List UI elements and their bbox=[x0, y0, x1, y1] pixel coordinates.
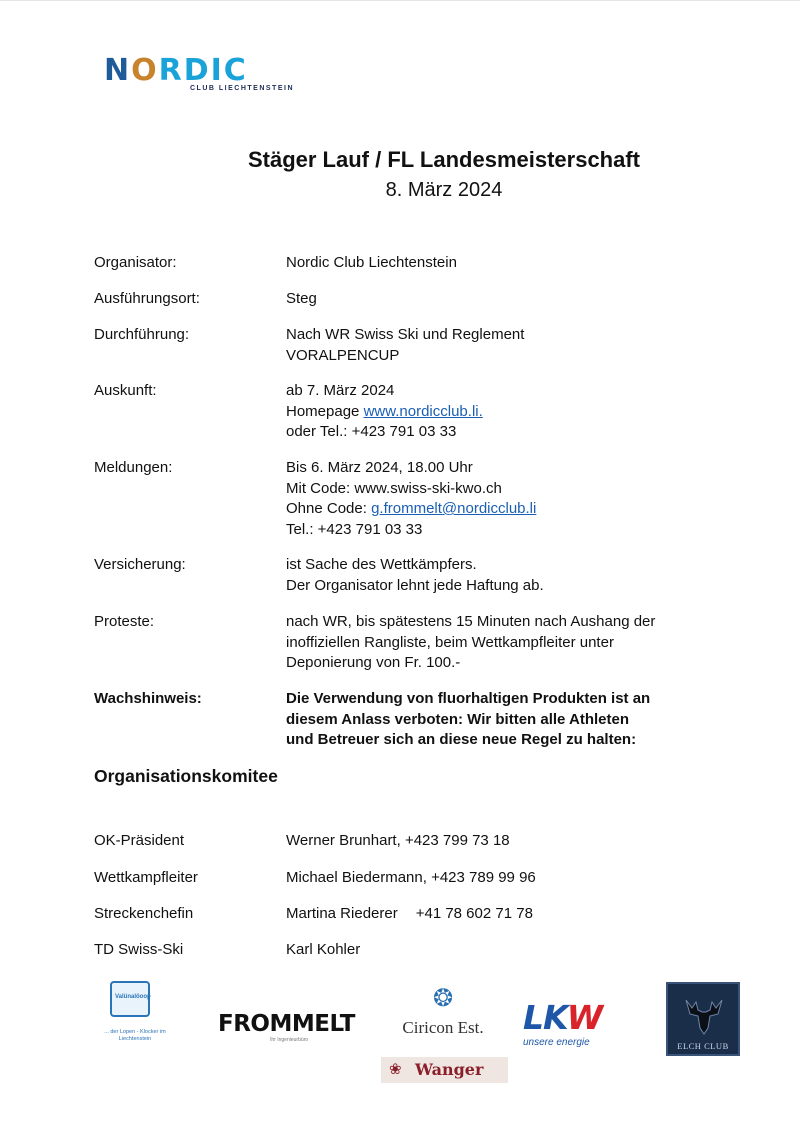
valunaloop-badge: Valünalöoop bbox=[110, 981, 150, 1017]
info-label: Organisator: bbox=[94, 254, 177, 271]
ciricon-logo: ❂ Ciricon Est. bbox=[395, 986, 491, 1038]
frommelt-subline: Ihr Ingenieurbüro bbox=[270, 1037, 309, 1043]
committee-person: Martina Riederer +41 78 602 71 78 bbox=[286, 905, 533, 922]
logo-letter-o: O bbox=[131, 53, 159, 88]
logo-letters-rdic: RDIC bbox=[158, 53, 248, 88]
logo-letter-n: N bbox=[104, 53, 132, 88]
committee-role: OK-Präsident bbox=[94, 832, 185, 849]
info-label: Durchführung: bbox=[94, 326, 190, 343]
wanger-logo: ❀ Wanger bbox=[381, 1057, 508, 1083]
info-label: Versicherung: bbox=[94, 556, 186, 573]
committee-heading: Organisationskomitee bbox=[94, 766, 278, 786]
info-value: Nach WR Swiss Ski und Reglement VORALPENCUP bbox=[286, 326, 525, 364]
rose-icon: ❀ bbox=[389, 1061, 402, 1078]
logo-subtitle: CLUB LIECHTENSTEIN bbox=[190, 85, 294, 92]
valunaloop-logo bbox=[104, 981, 164, 1053]
ciricon-swirl-icon: ❂ bbox=[432, 985, 454, 1012]
info-value: Die Verwendung von fluorhaltigen Produkten ist an diesem Anlass verboten: Wir bitten alle Athleten und Betreuer sich an diese neue Regel zu halten: bbox=[286, 690, 651, 748]
info-value: ab 7. März 2024 Homepage www.nordicclub.li. oder Tel.: +423 791 03 33 bbox=[286, 382, 483, 440]
committee-role: Wettkampfleiter bbox=[94, 869, 198, 886]
info-label: Ausführungsort: bbox=[94, 290, 200, 307]
info-value: Steg bbox=[286, 290, 317, 307]
valunaloop-caption: ... der Lopen - Klocker im Liechtenstein bbox=[104, 1029, 166, 1042]
info-value: Nordic Club Liechtenstein bbox=[286, 254, 457, 271]
info-label: Proteste: bbox=[94, 613, 155, 630]
committee-person: Werner Brunhart, +423 799 73 18 bbox=[286, 832, 510, 849]
frommelt-logo: FROMMELT bbox=[218, 1011, 355, 1037]
elch-club-logo: ELCH CLUB bbox=[666, 982, 740, 1056]
info-label: Wachshinweis: bbox=[94, 690, 202, 707]
committee-role: TD Swiss-Ski bbox=[94, 941, 184, 958]
logo-wordmark bbox=[104, 53, 248, 88]
lkw-tagline: unsere energie bbox=[523, 1037, 590, 1048]
info-label: Meldungen: bbox=[94, 459, 173, 476]
moose-icon bbox=[682, 994, 726, 1038]
info-label: Auskunft: bbox=[94, 382, 157, 399]
homepage-link[interactable]: www.nordicclub.li. bbox=[363, 402, 483, 420]
page-title: Stäger Lauf / FL Landesmeisterschaft bbox=[247, 147, 641, 172]
lkw-logo: LKW unsere energie bbox=[523, 998, 603, 1048]
event-date: 8. März 2024 bbox=[385, 179, 503, 201]
committee-role: Streckenchefin bbox=[94, 905, 194, 922]
nordic-club-logo bbox=[104, 53, 328, 96]
committee-person: Karl Kohler bbox=[286, 941, 361, 958]
committee-person: Michael Biedermann, +423 789 99 96 bbox=[286, 869, 536, 886]
email-link[interactable]: g.frommelt@nordicclub.li bbox=[371, 500, 537, 517]
info-value: nach WR, bis spätestens 15 Minuten nach Aushang der inoffiziellen Rangliste, beim Wettkampfleiter unter Deponierung von Fr. 100.- bbox=[286, 613, 656, 671]
info-value: Bis 6. März 2024, 18.00 Uhr Mit Code: www.swiss-ski-kwo.ch Ohne Code: g.frommelt@nordicclub.li Tel.: +423 791 03 33 bbox=[286, 459, 537, 538]
info-value: ist Sache des Wettkämpfers. Der Organisator lehnt jede Haftung ab. bbox=[286, 556, 544, 594]
committee-phone: +41 78 602 71 78 bbox=[415, 905, 533, 922]
